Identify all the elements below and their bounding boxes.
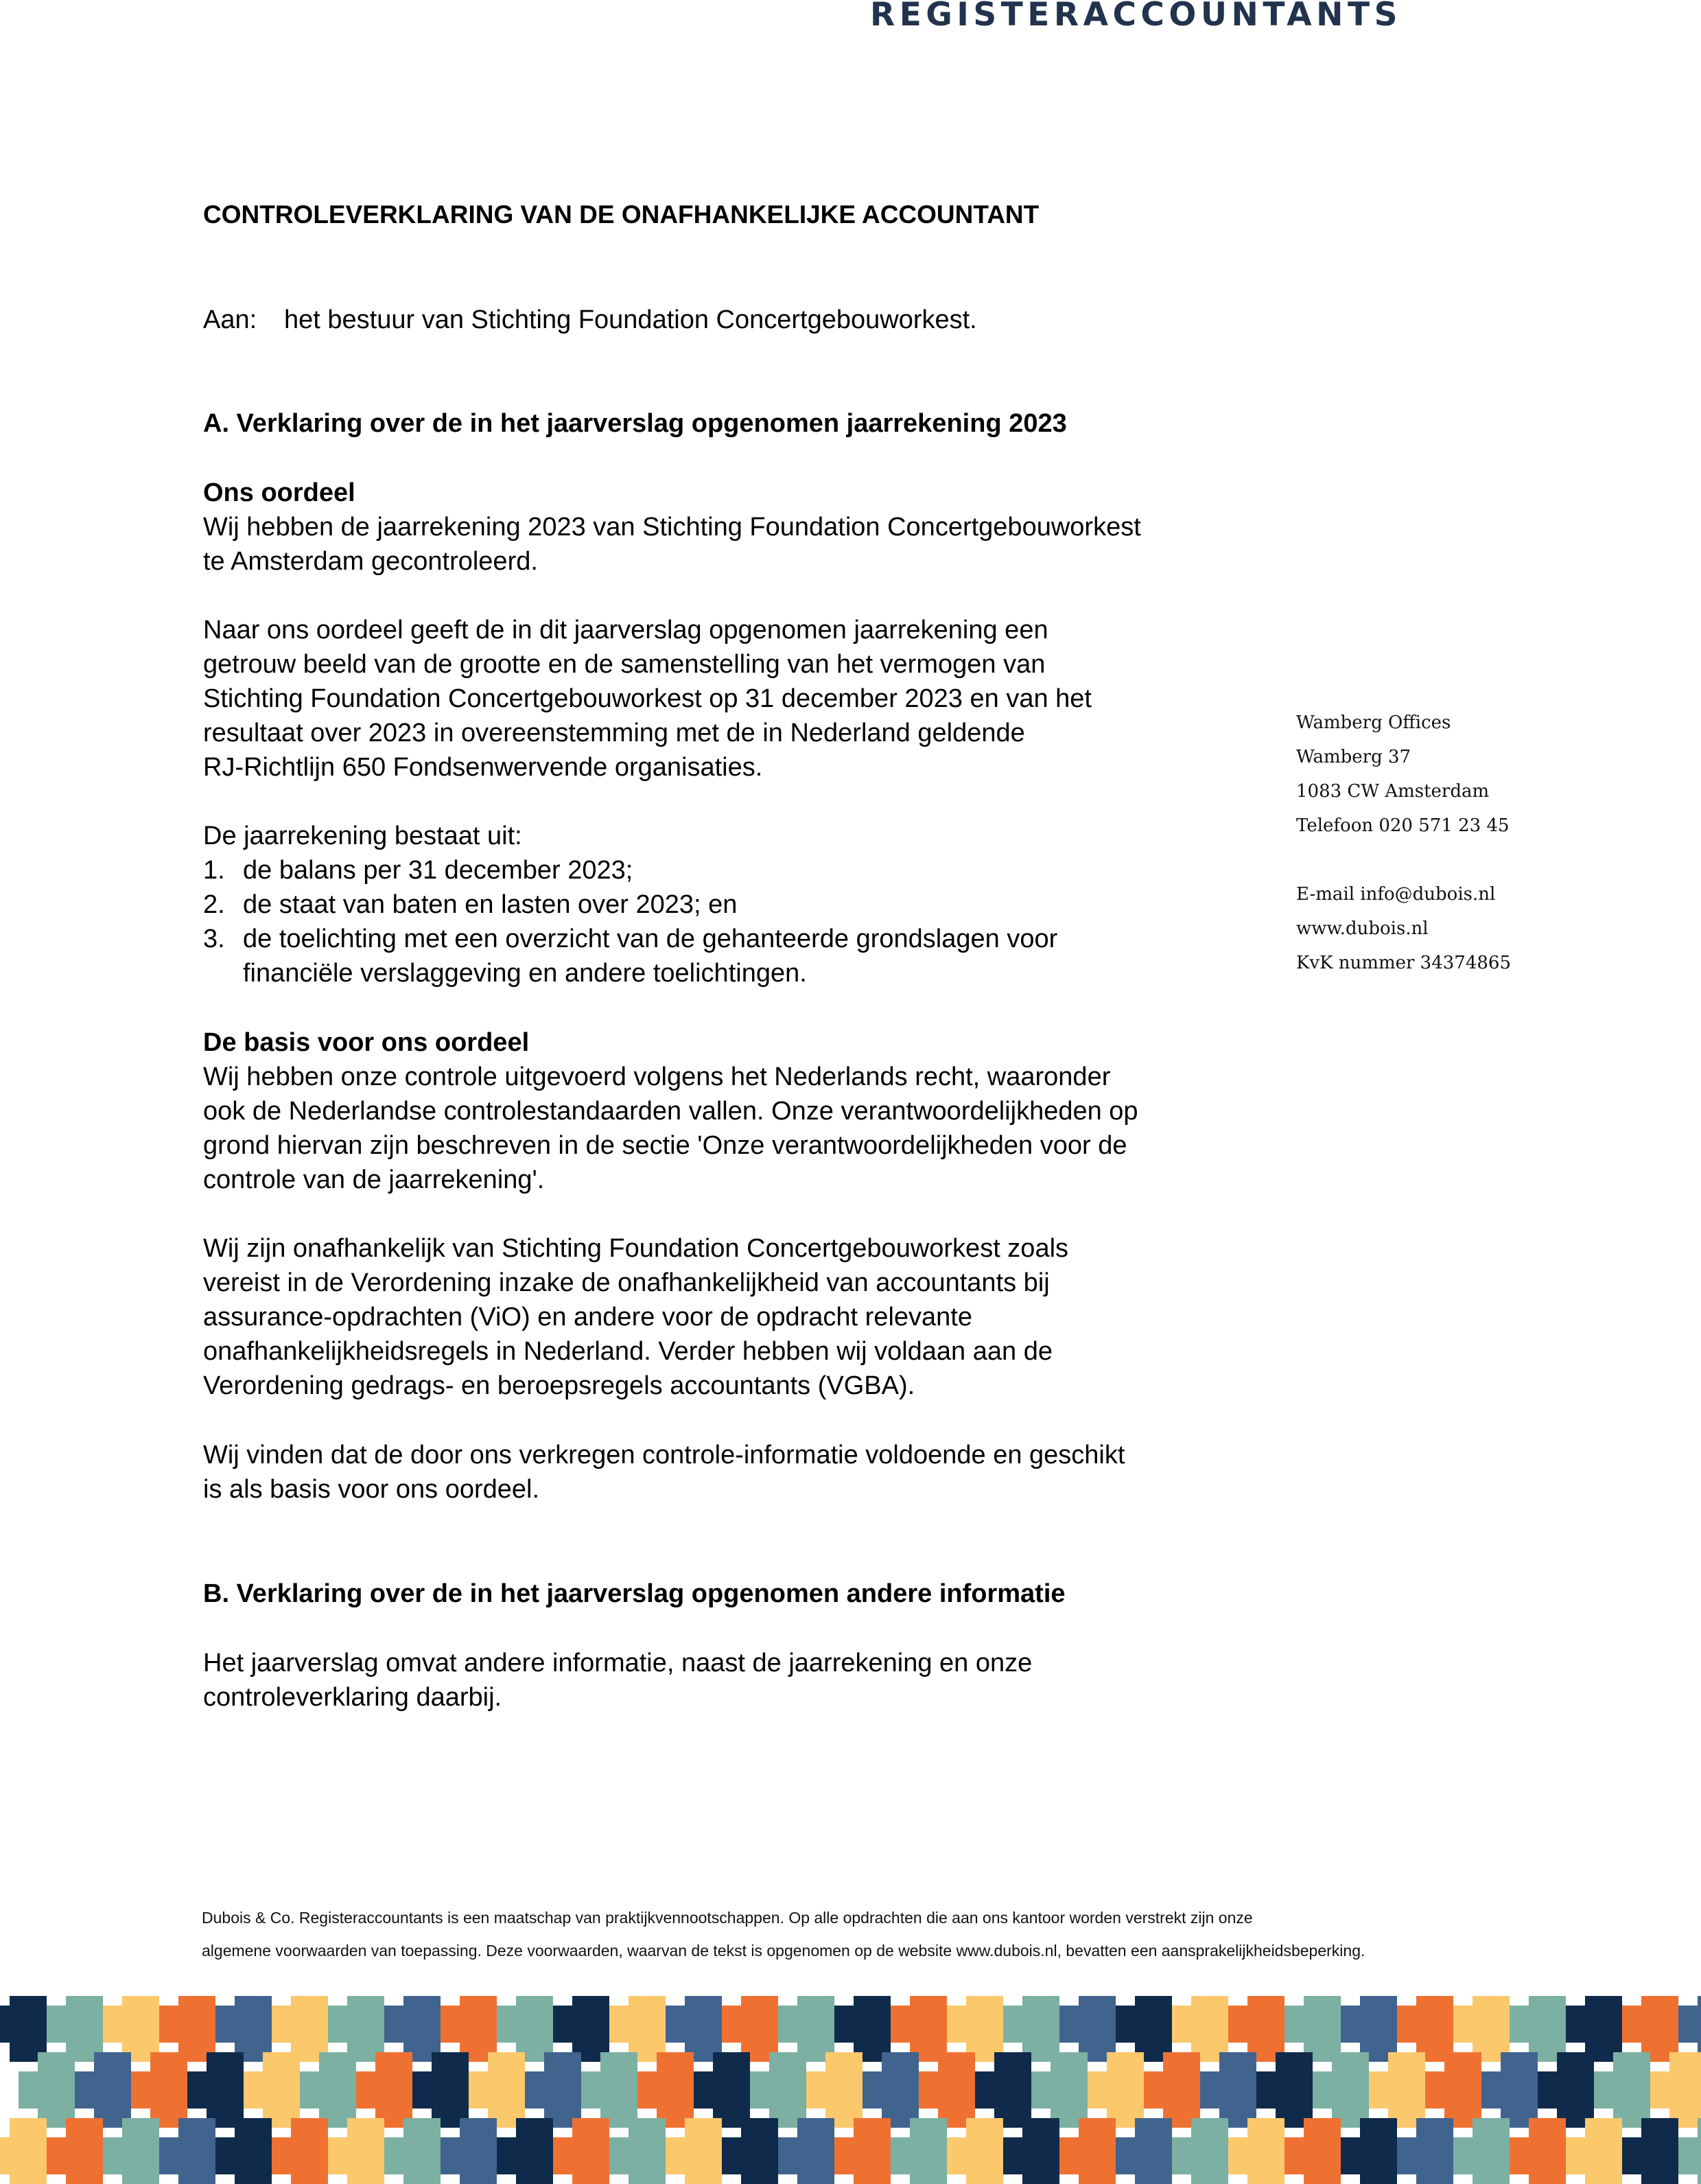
document-title: CONTROLEVERKLARING VAN DE ONAFHANKELIJKE ACCOUNTANT — [203, 200, 1040, 229]
office-phone: Telefoon 020 571 23 45 — [1296, 815, 1510, 836]
oordeel-p1-line: te Amsterdam gecontroleerd. — [203, 547, 538, 576]
pattern-cross — [1678, 2118, 1701, 2184]
list-number: 1. — [203, 856, 225, 885]
list-text: de toelichting met een overzicht van de gehanteerde grondslagen voor — [243, 925, 1058, 953]
oordeel-p2-line: resultaat over 2023 in overeenstemming met de in Nederland geldende — [203, 719, 1025, 747]
section-b-line: Het jaarverslag omvat andere informatie, naast de jaarrekening en onze — [203, 1649, 1033, 1677]
oordeel-p2-line: getrouw beeld van de grootte en de samenstelling van het vermogen van — [203, 650, 1046, 679]
basis-p1-line: ook de Nederlandse controlestandaarden vallen. Onze verantwoordelijkheden op — [203, 1097, 1138, 1126]
section-b-line: controleverklaring daarbij. — [203, 1683, 502, 1712]
pattern-cross — [1650, 2052, 1701, 2128]
spacer — [1296, 843, 1511, 877]
decorative-cross-pattern — [0, 1996, 1701, 2184]
basis-p2-line: Wij zijn onafhankelijk van Stichting Foundation Concertgebouworkest zoals — [203, 1234, 1069, 1263]
list-text: financiële verslaggeving en andere toelichtingen. — [243, 959, 807, 988]
basis-p2-line: vereist in de Verordening inzake de onafhankelijkheid van accountants bij — [203, 1268, 1050, 1297]
basis-heading: De basis voor ons oordeel — [203, 1028, 530, 1057]
basis-p1-line: controle van de jaarrekening'. — [203, 1165, 545, 1194]
basis-p1-line: Wij hebben onze controle uitgevoerd volgens het Nederlands recht, waaronder — [203, 1062, 1111, 1091]
pattern-cross — [1678, 1996, 1701, 2062]
list-text: de staat van baten en lasten over 2023; en — [243, 890, 738, 919]
list-number: 2. — [203, 890, 225, 919]
section-b-heading: B. Verklaring over de in het jaarverslag opgenomen andere informatie — [203, 1579, 1066, 1608]
office-street: Wamberg 37 — [1296, 747, 1411, 767]
section-a-heading: A. Verklaring over de in het jaarverslag opgenomen jaarrekening 2023 — [203, 409, 1067, 438]
oordeel-p2-line: Naar ons oordeel geeft de in dit jaarverslag opgenomen jaarrekening een — [203, 616, 1048, 644]
list-intro: De jaarrekening bestaat uit: — [203, 822, 522, 850]
list-text: de balans per 31 december 2023; — [243, 856, 633, 885]
basis-p2-line: Verordening gedrags- en beroepsregels accountants (VGBA). — [203, 1371, 915, 1400]
addressee-line — [203, 303, 977, 337]
office-contact-block — [1296, 706, 1511, 980]
list-number: 3. — [203, 925, 225, 953]
office-website: www.dubois.nl — [1296, 918, 1429, 939]
basis-p2-line: onafhankelijkheidsregels in Nederland. Verder hebben wij voldaan aan de — [203, 1337, 1053, 1366]
office-name: Wamberg Offices — [1296, 712, 1451, 733]
basis-p3-line: Wij vinden dat de door ons verkregen controle-informatie voldoende en geschikt — [203, 1441, 1125, 1469]
basis-p1-line: grond hiervan zijn beschreven in de sectie 'Onze verantwoordelijkheden voor de — [203, 1131, 1127, 1160]
office-city: 1083 CW Amsterdam — [1296, 781, 1490, 802]
footer-line: algemene voorwaarden van toepassing. Deze voorwaarden, waarvan de tekst is opgenomen op de website www.dubois.nl, bevatten een aansprakelijkheidsbeperking. — [202, 1942, 1365, 1960]
brand-wordmark: REGISTERACCOUNTANTS — [870, 0, 1402, 34]
footer-line: Dubois & Co. Registeraccountants is een maatschap van praktijkvennootschappen. Op alle opdrachten die aan ons kantoor worden verstrekt zijn onze — [202, 1909, 1253, 1927]
oordeel-p2-line: Stichting Foundation Concertgebouworkest op 31 december 2023 en van het — [203, 684, 1092, 713]
footer-disclaimer — [202, 1901, 1365, 1967]
office-email: E-mail info@dubois.nl — [1296, 884, 1496, 905]
oordeel-p2-line: RJ-Richtlijn 650 Fondsenwervende organisaties. — [203, 753, 763, 782]
oordeel-heading: Ons oordeel — [203, 478, 355, 507]
addressee-label: Aan: — [203, 305, 257, 334]
basis-p2-line: assurance-opdrachten (ViO) en andere voor de opdracht relevante — [203, 1303, 972, 1332]
oordeel-p1-line: Wij hebben de jaarrekening 2023 van Stichting Foundation Concertgebouworkest — [203, 513, 1141, 542]
addressee: het bestuur van Stichting Foundation Concertgebouworkest. — [284, 305, 977, 334]
office-kvk: KvK nummer 34374865 — [1296, 953, 1512, 973]
basis-p3-line: is als basis voor ons oordeel. — [203, 1475, 540, 1504]
